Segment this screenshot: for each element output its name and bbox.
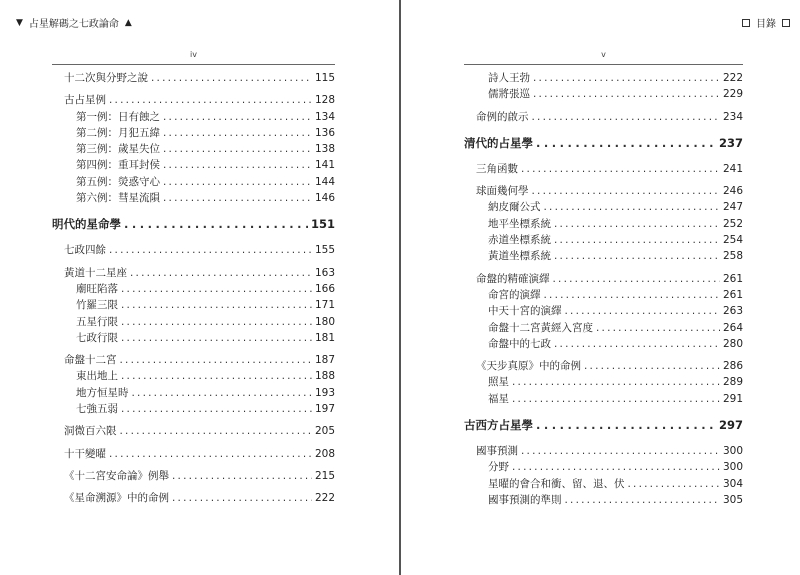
dot-leader [544, 199, 720, 215]
dot-leader [121, 297, 312, 313]
toc-entry[interactable] [464, 70, 743, 86]
toc-entry[interactable] [464, 161, 743, 177]
toc-entry[interactable] [464, 391, 743, 407]
toc-page-number: 115 [314, 72, 335, 84]
toc-entry-title: 球面幾何學 [476, 185, 529, 198]
toc-entry-title: 黃道坐標系統 [488, 250, 551, 263]
toc-page-number: 134 [314, 110, 335, 123]
dot-leader [121, 368, 312, 384]
toc-page-number: 305 [722, 493, 743, 506]
dot-leader [536, 133, 716, 153]
toc-entry[interactable] [52, 446, 335, 462]
toc-page-number: 291 [722, 392, 743, 405]
toc-entry-title: 三角函數 [476, 162, 518, 175]
dot-leader [163, 109, 312, 125]
toc-page-number: 138 [314, 143, 335, 156]
toc-entry[interactable] [52, 385, 335, 401]
dot-leader [532, 109, 720, 125]
toc-entry-title: 竹羅三限 [76, 299, 118, 312]
toc-entry[interactable] [464, 232, 743, 248]
toc-entry-title: 國事預測的準則 [488, 493, 562, 506]
dot-leader [121, 401, 312, 417]
toc-entry-title: 東出地上 [76, 370, 118, 383]
toc-entry[interactable] [52, 265, 335, 281]
toc-entry-title: 地平坐標系統 [488, 217, 551, 230]
toc-entry-title: 黃道十二星座 [64, 266, 127, 279]
toc-entry[interactable] [52, 125, 335, 141]
toc-page-number: 146 [314, 192, 335, 205]
toc-page-number: 300 [722, 461, 743, 474]
toc-page-number: 181 [314, 331, 335, 344]
toc-entry-title: 第四例：重耳封侯 [76, 159, 160, 172]
toc-page-number: 246 [722, 185, 743, 198]
toc-chapter-entry[interactable] [464, 415, 743, 435]
dot-leader [533, 70, 720, 86]
toc-page-number: 241 [722, 162, 743, 175]
left-page [52, 50, 335, 507]
toc-entry[interactable] [52, 490, 335, 506]
dot-leader [554, 232, 720, 248]
toc-page-number: 234 [722, 110, 743, 123]
toc-page-number: 258 [722, 250, 743, 263]
dot-leader [533, 86, 720, 102]
toc-page-number: 237 [718, 135, 743, 150]
toc-entry[interactable] [52, 242, 335, 258]
right-page [464, 50, 743, 508]
book-title: 占星解碼之七政論命 [28, 19, 119, 30]
toc-entry-title: 照星 [488, 376, 509, 389]
triangle-down-icon[interactable]: ▼ [16, 17, 23, 28]
toc-page-number: 289 [722, 376, 743, 389]
toc-entry-title: 清代的占星學 [464, 135, 533, 150]
toc-entry-title: 國事預測 [476, 445, 518, 458]
dot-leader [512, 391, 720, 407]
toc-entry-title: 五星行限 [76, 315, 118, 328]
toc-page-number: 280 [722, 337, 743, 350]
toc-entry[interactable] [52, 423, 335, 439]
toc-page-number: 263 [722, 305, 743, 318]
dot-leader [521, 443, 720, 459]
toc-page-number: 187 [314, 354, 335, 367]
dot-leader [163, 174, 312, 190]
toc-entry[interactable] [464, 336, 743, 352]
header-rule [464, 64, 743, 65]
toc-entry-title: 分野 [488, 461, 509, 474]
prev-square-icon[interactable] [742, 19, 750, 27]
toc-entry-title: 赤道坐標系統 [488, 234, 551, 247]
toc-page-number: 193 [314, 386, 335, 399]
toolbar-right [742, 15, 790, 30]
book-spine-divider [399, 0, 401, 575]
toc-entry-title: 十二次與分野之說 [64, 72, 148, 84]
toc-page-number: 136 [314, 126, 335, 139]
toc-page-number: 208 [314, 447, 335, 460]
toc-entry[interactable] [464, 374, 743, 390]
toc-page-number: 222 [314, 492, 335, 505]
dot-leader [130, 265, 312, 281]
toc-page-number: 261 [722, 288, 743, 301]
toc-page-number: 141 [314, 159, 335, 172]
dot-leader [554, 336, 720, 352]
dot-leader [109, 242, 312, 258]
toc-page-number: 300 [722, 445, 743, 458]
toc-entry[interactable] [52, 109, 335, 125]
toc-entry-title: 命宮的演繹 [488, 288, 541, 301]
toc-entry[interactable] [464, 459, 743, 475]
toc-page-number: 180 [314, 315, 335, 328]
toc-page-number: 261 [722, 272, 743, 285]
toc-page-number: 171 [314, 299, 335, 312]
toc-entry[interactable] [52, 330, 335, 346]
toc-entry-title: 《星命溯源》中的命例 [64, 492, 169, 505]
toc-entry-title: 詩人王勃 [488, 72, 530, 84]
contents-label[interactable]: 目錄 [756, 19, 776, 30]
toc-entry-title: 七政行限 [76, 331, 118, 344]
toc-entry[interactable] [52, 141, 335, 157]
toc-page-number: 205 [314, 425, 335, 438]
toc-page-number: 247 [722, 201, 743, 214]
triangle-up-icon[interactable]: ▲ [124, 17, 132, 28]
toc-entry[interactable] [464, 216, 743, 232]
toc-entry-title: 地方恒星時 [76, 386, 129, 399]
toc-entry[interactable] [52, 297, 335, 313]
toc-entry-title: 《天步真原》中的命例 [476, 360, 581, 373]
toc-entry-title: 命盤中的七政 [488, 337, 551, 350]
toc-entry-title: 福星 [488, 392, 509, 405]
toc-list [52, 70, 335, 507]
dot-leader [628, 476, 720, 492]
toc-page-number: 252 [722, 217, 743, 230]
toc-entry[interactable] [464, 183, 743, 199]
toc-page-number: 254 [722, 234, 743, 247]
toc-page-number: 215 [314, 469, 335, 482]
toc-entry-title: 古西方占星學 [464, 418, 533, 433]
header-rule [52, 64, 335, 65]
toc-page-number: 151 [310, 217, 335, 232]
toc-entry[interactable] [52, 157, 335, 173]
dot-leader [124, 214, 308, 234]
dot-leader [109, 92, 312, 108]
toc-entry[interactable] [52, 314, 335, 330]
dot-leader [172, 490, 312, 506]
toc-entry[interactable] [464, 358, 743, 374]
dot-leader [172, 468, 312, 484]
toc-entry-title: 命盤十二宮黃經入宮度 [488, 321, 593, 334]
toc-entry-title: 命盤十二宮 [64, 354, 117, 367]
dot-leader [532, 183, 720, 199]
page-number-roman: iv [190, 50, 197, 59]
toc-page-number: 304 [722, 477, 743, 490]
toc-chapter-entry[interactable] [464, 133, 743, 153]
toc-entry-title: 星曜的會合和衝、留、退、伏 [488, 477, 625, 490]
dot-leader [121, 330, 312, 346]
dot-leader [163, 141, 312, 157]
toc-entry[interactable] [464, 109, 743, 125]
dot-leader [554, 248, 720, 264]
dot-leader [584, 358, 720, 374]
dot-leader [163, 157, 312, 173]
toc-page-number: 286 [722, 360, 743, 373]
toc-entry[interactable] [464, 248, 743, 264]
dot-leader [163, 190, 312, 206]
dot-leader [512, 374, 720, 390]
toc-entry[interactable] [464, 271, 743, 287]
dot-leader [109, 446, 312, 462]
toc-entry[interactable] [52, 190, 335, 206]
toc-entry[interactable] [464, 476, 743, 492]
toc-entry-title: 廟旺陷落 [76, 282, 118, 295]
toc-entry-title: 古占星例 [64, 94, 106, 107]
toc-entry-title: 七政四餘 [64, 244, 106, 257]
toc-entry-title: 中天十宮的演繹 [488, 305, 562, 318]
toc-page-number: 166 [314, 282, 335, 295]
toc-entry[interactable] [464, 492, 743, 508]
toc-entry-title: 第六例：彗星流隕 [76, 192, 160, 205]
dot-leader [565, 492, 720, 508]
next-square-icon[interactable] [782, 19, 790, 27]
toc-entry[interactable] [464, 320, 743, 336]
toc-page-number: 297 [718, 418, 743, 433]
toc-list [464, 70, 743, 508]
toc-entry-title: 第三例：歲星失位 [76, 143, 160, 156]
toc-entry[interactable] [52, 70, 335, 86]
toc-page-number: 222 [722, 72, 743, 84]
dot-leader [565, 303, 720, 319]
toc-entry-title: 命例的啟示 [476, 110, 529, 123]
toc-entry[interactable] [52, 468, 335, 484]
toc-page-number: 128 [314, 94, 335, 107]
toc-entry-title: 明代的星命學 [52, 217, 121, 232]
toc-entry-title: 命盤的精確演繹 [476, 272, 550, 285]
toolbar-left [16, 15, 132, 30]
dot-leader [544, 287, 720, 303]
toc-entry[interactable] [52, 92, 335, 108]
toc-entry-title: 第五例：熒惑守心 [76, 175, 160, 188]
toc-entry-title: 納皮爾公式 [488, 201, 541, 214]
toc-entry[interactable] [464, 287, 743, 303]
toc-entry[interactable] [464, 303, 743, 319]
toc-entry-title: 第一例：日有蝕之 [76, 110, 160, 123]
toc-entry-title: 《十二宮安命論》例舉 [64, 469, 169, 482]
dot-leader [120, 423, 312, 439]
toc-entry[interactable] [464, 199, 743, 215]
dot-leader [121, 314, 312, 330]
dot-leader [132, 385, 312, 401]
toc-entry-title: 十干變曜 [64, 447, 106, 460]
toc-page-number: 188 [314, 370, 335, 383]
toc-entry[interactable] [464, 443, 743, 459]
dot-leader [151, 70, 312, 86]
toc-entry[interactable] [464, 86, 743, 102]
toc-entry-title: 第二例：月犯五緯 [76, 126, 160, 139]
toc-chapter-entry[interactable] [52, 214, 335, 234]
toc-entry-title: 儒將張巡 [488, 88, 530, 101]
toc-entry[interactable] [52, 368, 335, 384]
dot-leader [512, 459, 720, 475]
toc-entry[interactable] [52, 281, 335, 297]
toc-entry[interactable] [52, 174, 335, 190]
toc-entry[interactable] [52, 401, 335, 417]
dot-leader [521, 161, 720, 177]
toc-entry-title: 洞微百六限 [64, 425, 117, 438]
toc-page-number: 229 [722, 88, 743, 101]
toc-page-number: 163 [314, 266, 335, 279]
dot-leader [121, 281, 312, 297]
toc-page-number: 155 [314, 244, 335, 257]
dot-leader [163, 125, 312, 141]
dot-leader [536, 415, 716, 435]
toc-page-number: 264 [722, 321, 743, 334]
dot-leader [596, 320, 720, 336]
page-number-roman: v [601, 50, 606, 59]
toc-page-number: 144 [314, 175, 335, 188]
dot-leader [554, 216, 720, 232]
toc-entry-title: 七強五弱 [76, 403, 118, 416]
dot-leader [120, 352, 312, 368]
toc-entry[interactable] [52, 352, 335, 368]
toc-page-number: 197 [314, 403, 335, 416]
dot-leader [553, 271, 720, 287]
